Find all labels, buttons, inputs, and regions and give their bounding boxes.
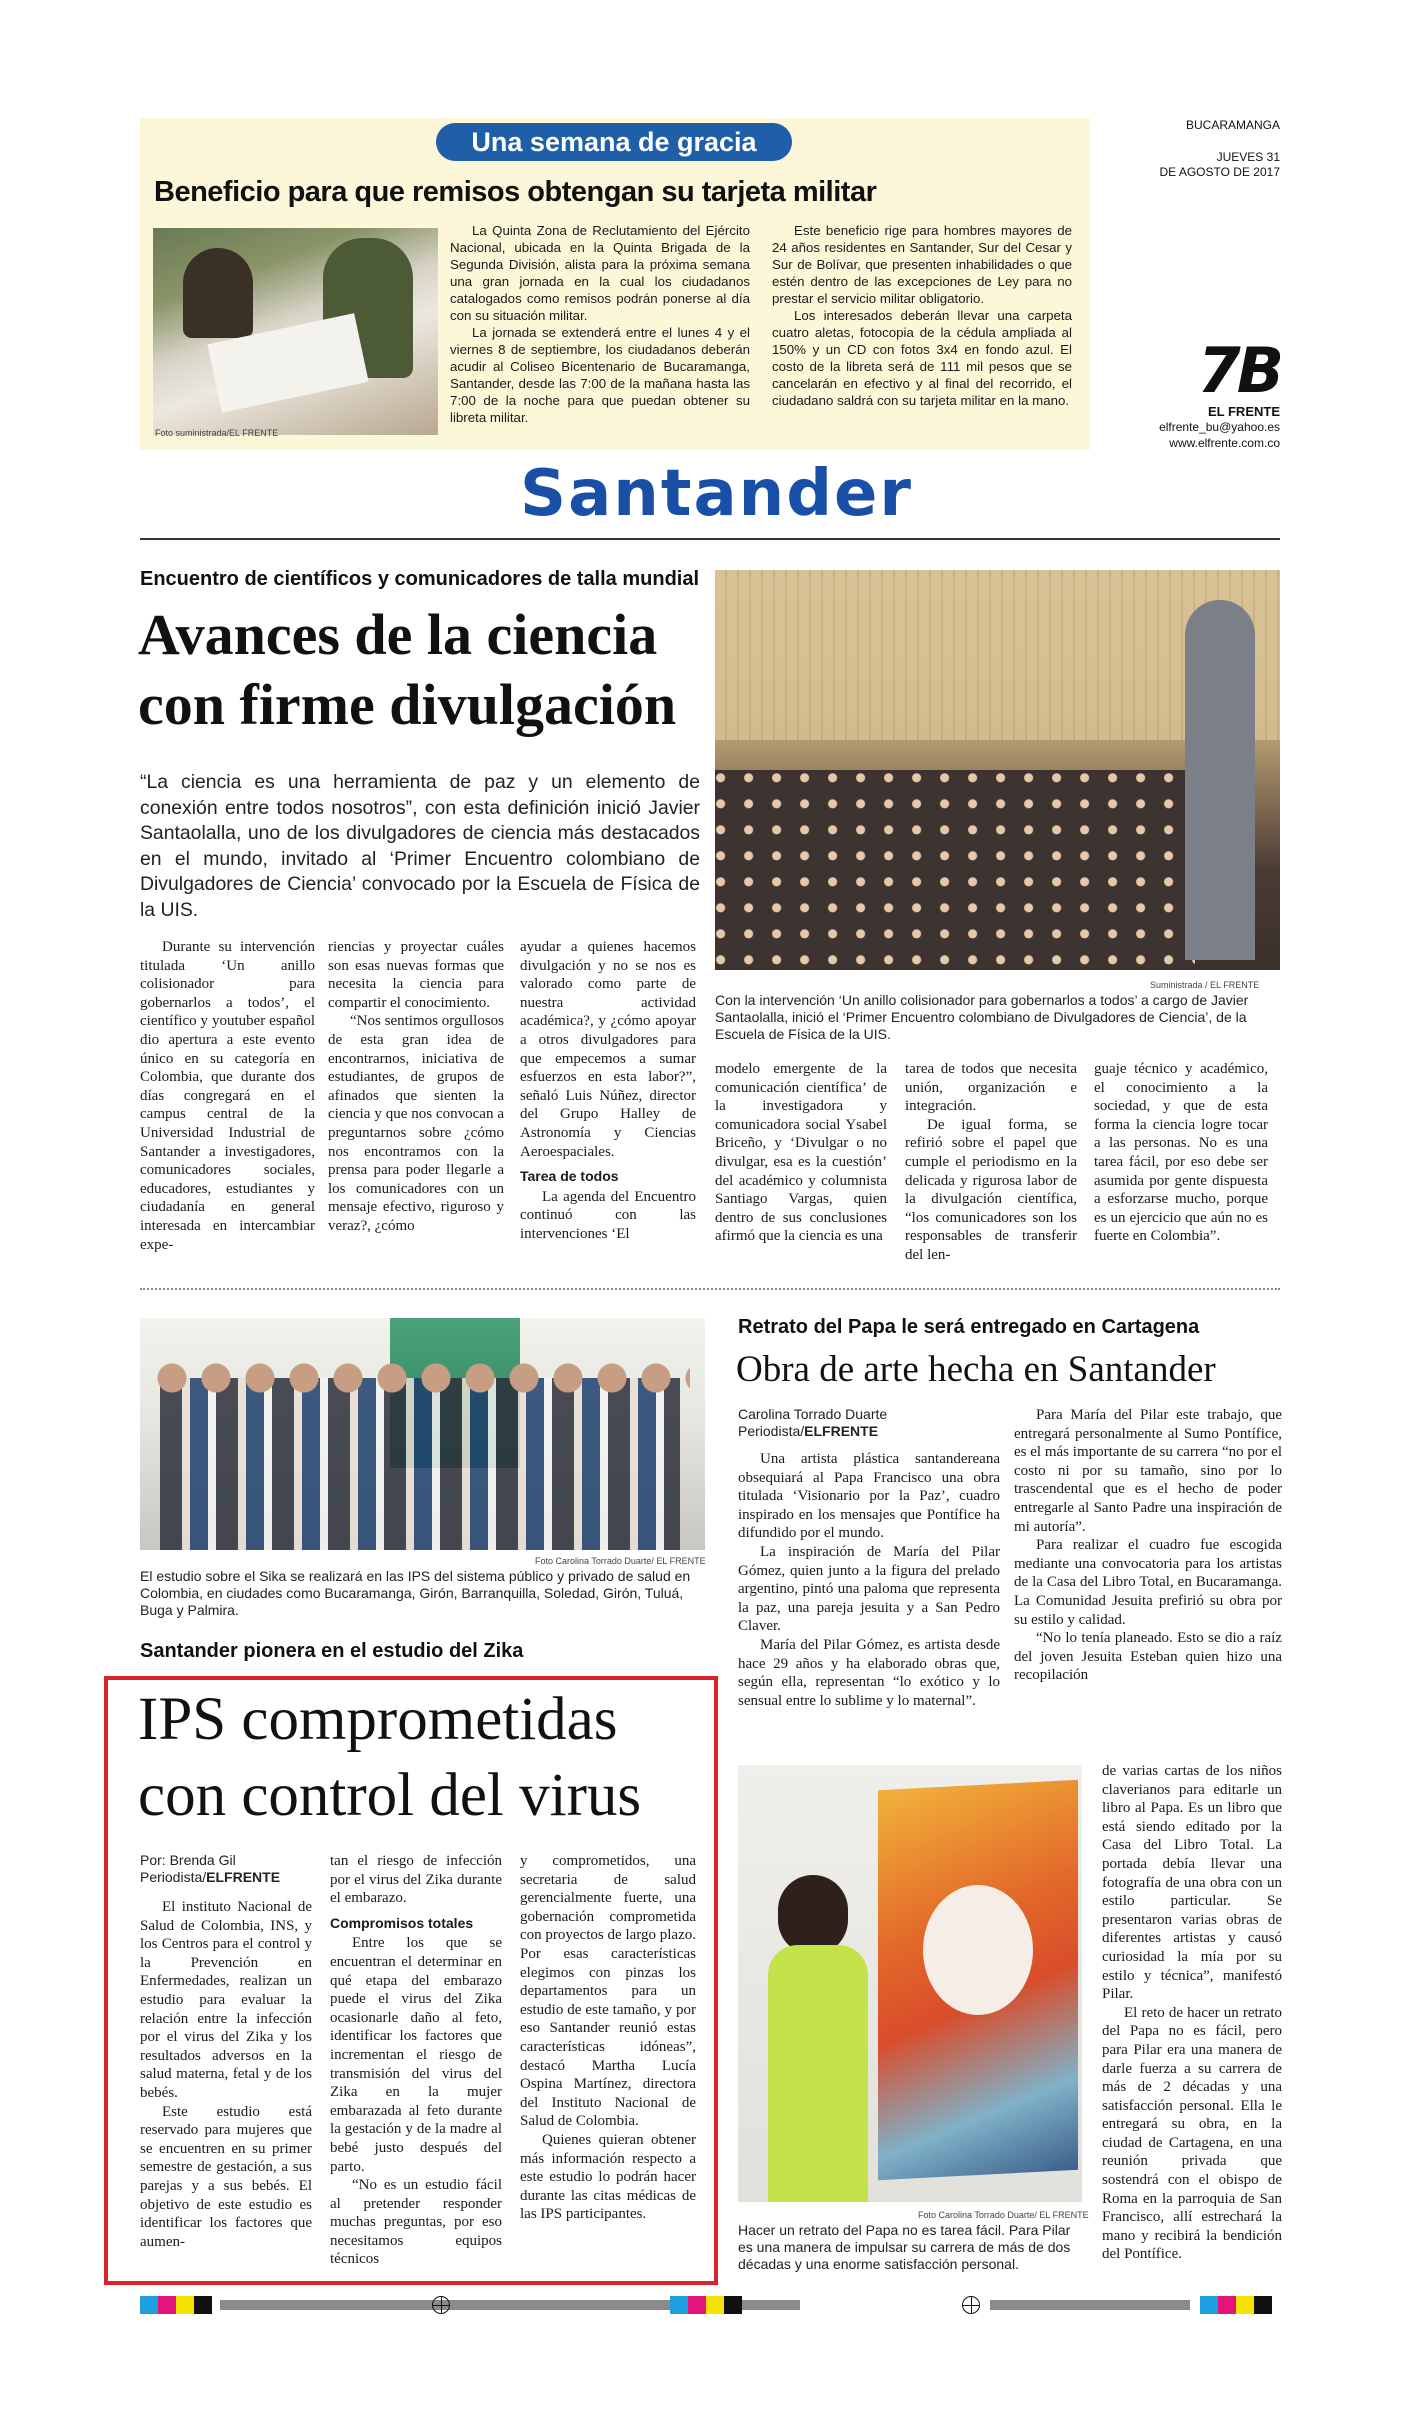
paragraph: La jornada se extenderá entre el lunes 4 y el viernes 8 de septiembre, los ciudadanos deberán acudir al Coliseo Bicentenario de Bucaramanga, Santander, desde las 7:00 de la mañana hasta las 7:00 de la noche para que puedan obtener su libreta militar. [450, 325, 750, 425]
date-line-2: DE AGOSTO DE 2017 [1159, 165, 1280, 179]
paragraph: modelo emergente de la comunicación científica’ de la investigadora y comunicadora social Ysabel Briceño, y ‘Divulgar o no divulgar, esa es la cuestión’ del académico y columnista Santiago Vargas, quien dentro de sus conclusiones afirmó que la ciencia es una [715, 1061, 887, 1245]
paper-website[interactable]: www.elfrente.com.co [1169, 436, 1280, 450]
article1-column-4 [715, 1060, 887, 1246]
paragraph: Este estudio está reservado para mujeres que se encuentren en su primer semestre de gestación, a sus parejas y a sus bebés. El objetivo de este estudio es identificar los factores que aumen- [140, 2103, 312, 2250]
registration-mark-icon [962, 2296, 980, 2314]
paragraph: tarea de todos que necesita unión, organización e integración. [905, 1061, 1077, 1115]
paragraph: “Nos sentimos orgullosos de esta gran idea de encontrarnos, iniciativa de estudiantes, de grupos de afinados que sienten la ciencia y que nos convocan a preguntarnos sobre ¿cómo nos encontramos con la prensa para poder llegarle a los comunicadores con un mensaje efectivo, riguroso y veraz?, ¿cómo [328, 1013, 504, 1234]
paragraph: Para María del Pilar este trabajo, que entregará personalmente al Sumo Pontífice, es el más importante de su carrera “no por el costo ni por su tamaño, sino por lo trascendental que es el hecho de poder entregarle al Santo Padre una inspiración de mi autoría”. [1014, 1407, 1282, 1535]
paragraph: La Quinta Zona de Reclutamiento del Ejército Nacional, ubicada en la Quinta Brigada de la Segunda División, alista para la próxima semana una gran jornada en la cual los ciudadanos catalogados como remisos podrán ponerse al día con su situación militar. [450, 223, 750, 323]
article1-column-6 [1094, 1060, 1268, 1246]
byline-role: Periodista/ELFRENTE [140, 1869, 281, 1885]
notice-banner: Una semana de gracia [436, 123, 792, 161]
zika-group-photo [140, 1318, 705, 1550]
military-card-photo [153, 228, 438, 435]
subhead: Compromisos totales [330, 1914, 474, 1931]
paragraph: Durante su intervención titulada ‘Un anillo colisionador para gobernarlos a todos’, el científico y youtuber español dio apertura a este evento único en su categoría en Colombia, que durante dos días congregará en el campus central de la Universidad Industrial de Santander a investigadores, comunicadores sociales, educadores, estudiantes y ciudadanía en general interesada en intercambiar expe- [140, 939, 315, 1253]
zika-photo-credit: Foto Carolina Torrado Duarte/ EL FRENTE [535, 1556, 706, 1566]
date-line-1: JUEVES 31 [1216, 150, 1280, 164]
notice-photo-credit: Foto suministrada/EL FRENTE [155, 428, 279, 438]
science-photo-caption: Con la intervención ‘Un anillo colisionador para gobernarlos a todos’ a cargo de Javier Santaolalla, inició el ‘Primer Encuentro colombiano de Divulgadores de Ciencia’, de la Escuela de Física de la UIS. [715, 992, 1249, 1042]
science-photo-credit: Suministrada / EL FRENTE [1150, 980, 1260, 990]
gray-strip [460, 2300, 800, 2310]
pope-column-2 [1014, 1406, 1282, 1685]
registration-mark-icon [432, 2296, 450, 2314]
section-title: Santander [520, 457, 913, 531]
paragraph: y comprometidos, una secretaria de salud gerencialmente fuerte, una gobernación comprometida con proyectos de largo plazo. Por esas características elegimos con pinzas los departamentos para un estudio de este tamaño, y por eso Santander reunió estas características idóneas”, destacó Martha Lucía Ospina Martínez, directora del Instituto Nacional de Salud de Colombia. [520, 1853, 696, 2130]
byline-author: Carolina Torrado Duarte [738, 1406, 888, 1422]
paper-email[interactable]: elfrente_bu@yahoo.es [1159, 420, 1280, 434]
notice-column-2 [772, 222, 1072, 409]
pope-headline: Obra de arte hecha en Santander [736, 1349, 1216, 1390]
zika-column-1 [140, 1898, 312, 2251]
zika-column-2 [330, 1852, 502, 2269]
pope-photo-credit: Foto Carolina Torrado Duarte/ EL FRENTE [918, 2210, 1089, 2220]
paragraph: La inspiración de María del Pilar Gómez, quien junto a la figura del prelado argentino, pintó una paloma que representa la paz, una pareja jesuita y a San Pedro Claver. [738, 1543, 1000, 1635]
paragraph: “No lo tenía planeado. Esto se dio a raíz del joven Jesuita Esteban quien hizo una recopilación [1014, 1630, 1282, 1684]
paragraph: De igual forma, se refirió sobre el papel que cumple el periodismo en la delicada y rigurosa labor de la divulgación científica, “los comunicadores son los responsables de transferir del len- [905, 1116, 1077, 1263]
color-swatches-left [140, 2296, 212, 2319]
paragraph: Los interesados deberán llevar una carpeta cuatro aletas, fotocopia de la cédula ampliada al 150% y un CD con fotos 3x4 en fondo azul. El costo de la libreta será de 111 mil pesos que se cancelarán en efectivo y al final del recorrido, el ciudadano saldrá con su tarjeta militar en la mano. [772, 308, 1072, 408]
paragraph: “No es un estudio fácil al pretender responder muchas preguntas, por eso necesitamos equipos técnicos [330, 2177, 502, 2268]
zika-photo-caption: El estudio sobre el Sika se realizará en las IPS del sistema público y privado de salud en Colombia, en ciudades como Bucaramanga, Girón, Barranquilla, Soledad, Girón, Tuluá, Buga y Palmira. [140, 1568, 691, 1618]
pope-kicker: Retrato del Papa le será entregado en Cartagena [738, 1316, 1200, 1338]
pope-painting-photo [738, 1765, 1082, 2202]
article1-lead: “La ciencia es una herramienta de paz y un elemento de conexión entre todos nosotros”, con esta definición inició Javier Santaolalla, uno de los divulgadores de ciencia más destacados en el mundo, invitado al ‘Primer Encuentro colombiano de Divulgadores de Ciencia’ convocado por la Escuela de Física de la UIS. [140, 771, 700, 921]
paragraph: guaje técnico y académico, el conocimiento a la sociedad, y que de esta forma la ciencia logre tocar a las personas. No es una tarea fácil, por eso debe ser asumida por gente dispuesta a esforzarse mucho, porque es un ejercicio que aún no es fuerte en Colombia”. [1094, 1061, 1268, 1245]
zika-kicker: Santander pionera en el estudio del Zika [140, 1640, 524, 1662]
zika-byline [140, 1852, 310, 1886]
article-separator [140, 1288, 1280, 1290]
article1-headline: Avances de la ciencia con firme divulgación [138, 602, 677, 737]
paragraph: Entre los que se encuentran el determinar en qué etapa del embarazo puede el virus del Zika ocasionarle daño al feto, identificar los factores que incrementan el riesgo de transmisión del virus del Zika en la mujer embarazada al feto durante la gestación y de la madre al bebé justo después del parto. [330, 1935, 502, 2175]
article1-column-5 [905, 1060, 1077, 1265]
paragraph: Quienes quieran obtener más información respecto a este estudio lo podrán hacer durante las citas médicas de las IPS participantes. [520, 2131, 696, 2223]
article1-kicker: Encuentro de científicos y comunicadores de talla mundial [140, 568, 700, 590]
science-event-photo [715, 570, 1280, 970]
paper-name: EL FRENTE [1208, 404, 1280, 419]
paragraph: Para realizar el cuadro fue escogida mediante una convocatoria para los artistas de la Casa del Libro Total, en Bucaramanga. La Comunidad Jesuita prefirió su obra por su estilo y calidad. [1014, 1537, 1282, 1628]
pope-column-1 [738, 1450, 1000, 1710]
byline-role: Periodista/ELFRENTE [738, 1423, 879, 1439]
paragraph: riencias y proyectar cuáles son esas nuevas formas que necesita la ciencia para compartir el conocimiento. [328, 939, 504, 1011]
notice-column-1 [450, 222, 750, 426]
paragraph: El reto de hacer un retrato del Papa no es fácil, pero para Pilar era una manera de darle fuerza a su carrera de más de 2 décadas y una satisfacción personal. Ella le entregará su obra, en la ciudad de Cartagena, en una reunión privada que sostendrá con el obispo de Roma en la parroquia de San Francisco, allí estrechará la mano y recibirá la bendición del Pontífice. [1102, 2004, 1282, 2263]
paragraph: El instituto Nacional de Salud de Colombia, INS, y los Centros para el control y la Prevención en Enfermedades, realizan un estudio para evaluar la relación entre la infección por el virus del Zika y los resultados adversos en la salud materna, fetal y de los bebés. [140, 1899, 312, 2101]
section-rule [140, 538, 1280, 540]
zika-headline: IPS comprometidas con control del virus [138, 1686, 642, 1829]
paragraph: María del Pilar Gómez, es artista desde hace 29 años y ha elaborado obras que, según ella, representan “lo exótico y lo sensual entre lo sublime y lo maternal”. [738, 1636, 1000, 1709]
article1-column-3 [520, 938, 696, 1244]
color-swatches-middle [670, 2296, 742, 2319]
paragraph: La agenda del Encuentro continuó con las intervenciones ‘El [520, 1188, 696, 1242]
article1-column-2 [328, 938, 504, 1236]
page-number: 7B [1197, 334, 1280, 407]
notice-title: Beneficio para que remisos obtengan su tarjeta militar [154, 176, 877, 208]
zika-column-3 [520, 1852, 696, 2224]
color-swatches-right [1200, 2296, 1272, 2319]
pope-column-2-narrow [1102, 1762, 1282, 2264]
subhead: Tarea de todos [520, 1168, 619, 1185]
paragraph: Este beneficio rige para hombres mayores de 24 años residentes en Santander, Sur del Cesar y Sur de Bolívar, que presenten inhabilidades o que estén dentro de las excepciones de Ley para no prestar el servicio militar obligatorio. [772, 223, 1072, 306]
paragraph: de varias cartas de los niños claverianos para editarle un libro al Papa. Es un libro que está siendo editado por la Casa del Libro Total. La portada debía llevar una fotografía de una obra con un estilo particular. Se presentaron varias obras de diferentes artistas y causó curiosidad la mía por su estilo y técnica”, manifestó Pilar. [1102, 1763, 1282, 2003]
pope-byline [738, 1406, 978, 1440]
city-label: BUCARAMANGA [1185, 118, 1280, 132]
gray-strip [990, 2300, 1190, 2310]
paragraph: ayudar a quienes hacemos divulgación y no se nos es valorado como parte de nuestra actividad académica?, y ¿cómo apoyar a otros divulgadores para que empecemos a sumar esfuerzos en esta labor?”, señaló Luis Núñez, director del Grupo Halley de Astronomía y Ciencias Aeroespaciales. [520, 939, 696, 1160]
print-color-bar [140, 2296, 1280, 2314]
paragraph: tan el riesgo de infección por el virus del Zika durante el embarazo. [330, 1853, 502, 1907]
article1-column-1 [140, 938, 315, 1254]
paragraph: Una artista plástica santandereana obsequiará al Papa Francisco una obra titulada ‘Visionario por la Paz’, cuadro inspirado en los mensajes que Pontífice ha difundido por el mundo. [738, 1451, 1000, 1542]
pope-photo-caption: Hacer un retrato del Papa no es tarea fácil. Para Pilar es una manera de impulsar su carrera de más de dos décadas y una enorme satisfacción personal. [738, 2222, 1071, 2272]
byline-author: Por: Brenda Gil [140, 1852, 236, 1868]
